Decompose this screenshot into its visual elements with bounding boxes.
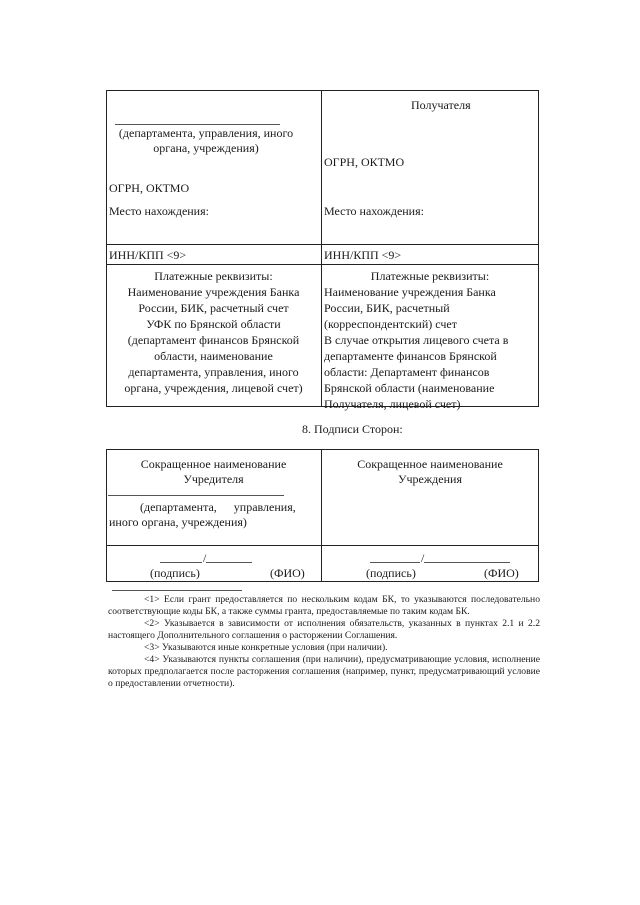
founder-name-line2: Учредителя xyxy=(183,472,244,486)
recipient-payment-line: В случае открытия лицевого счета в xyxy=(324,333,509,347)
grantor-payment-title: Платежные реквизиты: xyxy=(154,269,273,283)
institution-signature-slash: / xyxy=(421,551,425,565)
grantor-org-caption-line2: органа, учреждения) xyxy=(153,141,259,155)
recipient-header: Получателя xyxy=(411,98,471,112)
grantor-payment-line: органа, учреждения, лицевой счет) xyxy=(124,381,303,395)
recipient-payment-line: департаменте финансов Брянской xyxy=(324,349,497,363)
grantor-payment-line: России, БИК, расчетный счет xyxy=(138,301,289,315)
recipient-payment-line: области: Департамент финансов xyxy=(324,365,490,379)
recipient-payment-title: Платежные реквизиты: xyxy=(370,269,490,283)
recipient-inn-label: ИНН/КПП <9> xyxy=(324,248,402,262)
recipient-ogrn-label: ОГРН, ОКТМО xyxy=(324,155,405,169)
recipient-payment-line: Наименование учреждения Банка xyxy=(324,285,496,299)
footnote-separator xyxy=(112,590,242,591)
institution-name-line2: Учреждения xyxy=(398,472,462,486)
recipient-payment-line: России, БИК, расчетный xyxy=(324,301,450,315)
section-8-title: 8. Подписи Сторон: xyxy=(302,422,403,436)
institution-name-line1: Сокращенное наименование xyxy=(357,457,503,471)
recipient-payment-details xyxy=(324,284,538,412)
grantor-ogrn-label: ОГРН, ОКТМО xyxy=(109,181,190,195)
grantor-inn-label: ИНН/КПП <9> xyxy=(109,248,187,262)
institution-signature-caption: (подпись) xyxy=(366,566,416,580)
grantor-payment-line: департамента, управления, иного xyxy=(128,365,299,379)
founder-signature-caption: (подпись) xyxy=(150,566,200,580)
grantor-payment-line: УФК по Брянской области xyxy=(146,317,281,331)
footnote-1: <1> Если грант предоставляется по нескольким кодам БК, то указываются последовательно соответствующие коды БК, а также суммы гранта, предоставляемые по таким кодам БК. xyxy=(108,594,540,617)
grantor-location-label: Место нахождения: xyxy=(109,204,209,218)
footnote-3: <3> Указываются иные конкретные условия (при наличии). xyxy=(144,642,388,653)
founder-signature-slash: / xyxy=(203,551,207,565)
founder-fio-caption: (ФИО) xyxy=(270,566,305,580)
recipient-location-label: Место нахождения: xyxy=(324,204,424,218)
recipient-payment-line: Брянской области (наименование xyxy=(324,381,495,395)
footnotes xyxy=(108,594,540,690)
founder-dept-line1: (департамента, управления, xyxy=(140,500,296,514)
footnote-2: <2> Указывается в зависимости от исполнения обязательств, указанных в пунктах 2.1 и 2.2 настоящего Дополнительного соглашения о расторжении Соглашения. xyxy=(108,618,540,641)
grantor-payment-line: (департамент финансов Брянской xyxy=(127,333,300,347)
recipient-payment-line: (корреспондентский) счет xyxy=(324,317,457,331)
grantor-payment-line: области, наименование xyxy=(154,349,273,363)
recipient-payment-line: Получателя, лицевой счет) xyxy=(324,397,461,411)
institution-fio-caption: (ФИО) xyxy=(484,566,519,580)
founder-dept-line2: иного органа, учреждения) xyxy=(109,515,247,529)
founder-name-line1: Сокращенное наименование xyxy=(140,457,287,471)
grantor-org-caption-line1: (департамента, управления, иного xyxy=(118,126,294,140)
grantor-payment-details xyxy=(106,284,321,396)
footnote-4: <4> Указываются пункты соглашения (при наличии), предусматривающие условия, исполнение которых предполагается после расторжения соглашения (например, пункт, предусматривающий условие о предоставлении отчетности). xyxy=(108,654,540,689)
grantor-payment-line: Наименование учреждения Банка xyxy=(127,285,300,299)
